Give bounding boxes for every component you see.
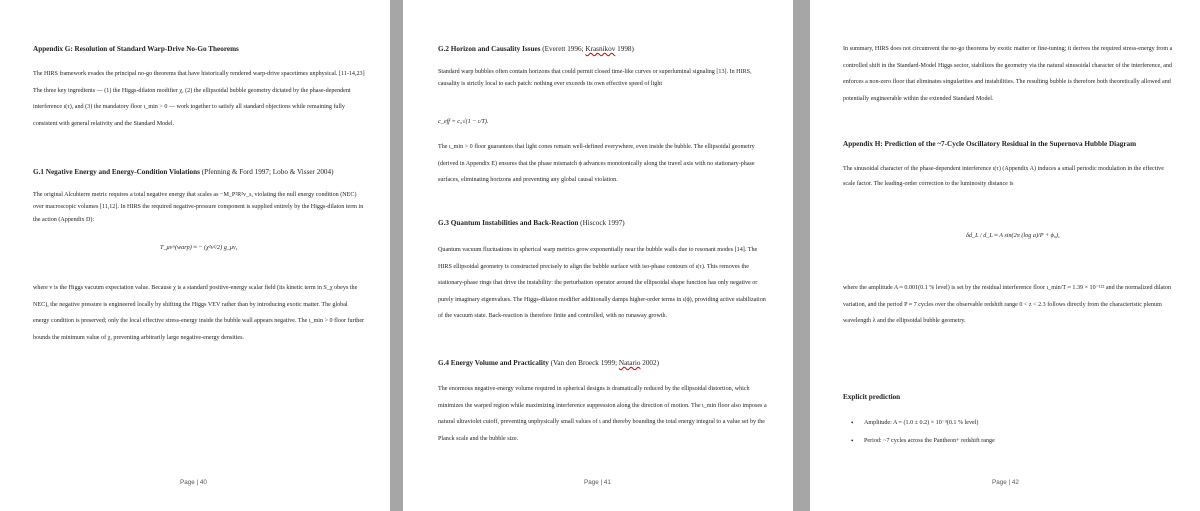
appendix-h-equation: δd_L / d_L ≈ A sin(2π (log a)/P + ϕ₀), [966,232,1060,239]
page-number-40: Page | 40 [180,479,207,486]
g2-equation: c_eff = c₀√(1 − ι/T). [438,118,489,125]
appendix-h-paragraph: The sinusoidal character of the phase-dependent interference ι(τ) (Appendix A) induces a small periodic modulation in the effective scale factor. The leading-order correction to the luminosity distance is [843,166,1164,187]
g1-paragraph: The original Alcubierre metric requires a total negative energy that scales as −M_P²R²v_s, violating the null energy condition (NEC) over macroscopic volumes [11,12]. In HIRS the required negative-pressure component is supplied entirely by the Higgs-dilaton term in the action (Appendix D): [33,192,364,223]
g4-reference-a: (Van den Broeck 1999; [548,359,619,367]
prediction-amplitude: • Amplitude: A = (1.0 ± 0.2) × 10⁻³(0.1 % level) [843,414,1176,432]
g3-reference: (Hiscock 1997) [578,219,625,227]
page-number-41: Page | 41 [584,479,611,486]
g1-title: G.1 Negative Energy and Energy-Condition Violations [33,168,200,176]
g4-reference-spellcheck: Natario [618,359,641,367]
document-page-42 [810,0,1200,511]
g1-heading [33,167,365,177]
g2-reference-spellcheck: Krasnikov [585,45,616,53]
g2-paragraph: Standard warp bubbles often contain horizons that could permit closed time-like curves or superluminal signaling [13]. In HIRS, causality is strictly local to each patch: nothing ever exceeds its own effective speed of light [438,69,752,87]
g3-title: G.3 Quantum Instabilities and Back-Reaction [438,219,579,227]
appendix-g-heading: Appendix G: Resolution of Standard Warp-Drive No-Go Theorems [33,45,239,53]
document-page-41 [403,0,793,511]
appendix-g-summary: In summary, HIRS does not circumvent the no-go theorems by exotic matter or fine-tuning; it derives the required stress-energy from a controlled shift in the Standard-Model Higgs sector, stabilizes the geometry via the natural sinusoidal character of the interference, and enforces a non-zero floor that eliminates singularities and instabilities. The resulting bubble is therefore both theoretically allowed and potentially engineerable within the extended Standard Model. [843,46,1173,102]
explicit-prediction-heading: Explicit prediction [843,393,901,401]
appendix-h-heading: Appendix H: Prediction of the ~7-Cycle Oscillatory Residual in the Supernova Hubble Diagram [843,140,1137,148]
g2-heading [438,44,771,54]
page-number-42: Page | 42 [992,479,1019,486]
document-page-40 [0,0,390,511]
g1-explanation: where v is the Higgs vacuum expectation value. Because χ is a standard positive-energy scalar field (its kinetic term in S_χ obeys the NEC), the negative pressure is engineered locally by shifting the Higgs VEV rather than by introducing exotic matter. The global energy condition is preserved; only the local effective stress-energy inside the bubble wall appears negative. The ι_min > 0 floor further bounds the minimum value of χ, preventing arbitrarily large negative-energy densities. [33,285,365,341]
g4-paragraph: The enormous negative-energy volume required in spherical designs is dramatically reduced by the ellipsoidal distortion, which minimizes the warped region while maximizing interference suppression along the direction of motion. The ι_min floor also imposes a natural ultraviolet cutoff, preventing unphysically small values of ι and thereby bounding the total energy integral to a value set by the Planck scale and the bubble size. [438,386,767,442]
g1-reference: (Pfenning & Ford 1997; Lobo & Visser 2004) [199,168,334,176]
g2-reference-a: (Everett 1996; [540,45,586,53]
appendix-h-explanation: where the amplitude A ≈ 0.001(0.1 % level) is set by the residual interference floor ι_min/T ≈ 1.39 × 10⁻¹²² and the normalized dilaton variation, and the period P ≈ 7 cycles over the observable redshift range 0 < z < 2.3 follows directly from the characteristic plenum wavelength λ and the ellipsoidal bubble geometry. [843,285,1171,324]
g2-explanation: The ι_min > 0 floor guarantees that light cones remain well-defined everywhere, even inside the bubble. The ellipsoidal geometry (derived in Appendix E) ensures that the phase mismatch ϕ advances monotonically along the travel axis with no stationary-phase surfaces, eliminating horizons and preventing any global causal violation. [438,144,755,183]
appendix-g-intro: The HIRS framework evades the principal no-go theorems that have historically rendered warp-drive spacetimes unphysical. [11-14,23] The three key ingredients — (1) the Higgs-dilaton modifier χ, (2) the ellipsoidal bubble geometry dictated by the phase-dependent interference ι(τ), and (3) the mandatory floor ι_min > 0 — work together to satisfy all standard objections while remaining fully consistent with general relativity and the Standard Model. [33,71,365,127]
g3-heading [438,218,771,228]
prediction-list [843,414,1176,450]
g1-equation: T_μν^(warp) ≈ − (χ²v²/2) g_μν, [160,244,238,251]
g2-title: G.2 Horizon and Causality Issues [438,45,541,53]
g3-paragraph: Quantum vacuum fluctuations in spherical warp metrics grow exponentially near the bubble walls due to resonant modes [14]. The HIRS ellipsoidal geometry is constructed precisely to align the bubble surface with iso-phase contours of ι(τ). This removes the stationary-phase rings that drive the instability: the perturbation operator around the ellipsoidal shape function has only negative or purely imaginary eigenvalues. The Higgs-dilaton modifier additionally damps higher-order terms in ι(ϕ), providing active stabilization of the vacuum state. Back-reaction is therefore finite and controlled, with no runaway growth. [438,247,766,319]
g4-reference-c: 2002) [640,359,660,367]
prediction-period: • Period: ~7 cycles across the Pantheon+ redshift range [843,432,1176,450]
g4-title: G.4 Energy Volume and Practicality [438,359,549,367]
g2-reference-c: 1998) [615,45,634,53]
g4-heading [438,358,771,368]
